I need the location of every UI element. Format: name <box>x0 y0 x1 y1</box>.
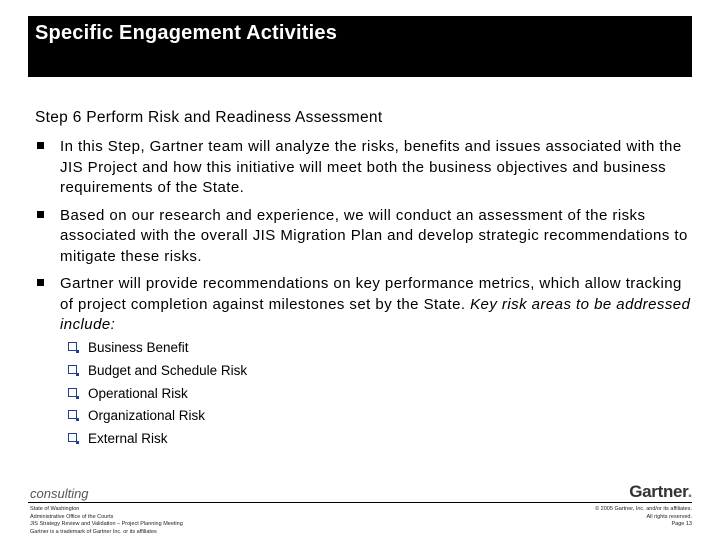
bullet-text-emphasis: Key risk areas to be addressed include: <box>60 295 691 333</box>
footer-divider <box>28 502 692 503</box>
square-bullet-icon <box>37 211 44 218</box>
hollow-square-bullet-icon <box>68 388 77 397</box>
risk-area-label: Operational Risk <box>88 385 188 401</box>
footer-left-line: State of Washington <box>30 506 80 512</box>
bullet-text-main: Gartner will provide recommendations on key performance metrics, which allow tracking of project completion against milestones set by the State. <box>60 275 682 313</box>
bullet-text <box>60 274 695 336</box>
logo-dot: . <box>687 482 692 501</box>
slide-title: Specific Engagement Activities <box>35 22 338 44</box>
risk-area-label: Budget and Schedule Risk <box>88 362 248 378</box>
hollow-square-bullet-icon <box>68 342 77 351</box>
footer-left <box>30 506 183 536</box>
bullet-item <box>35 137 695 199</box>
bullet-item <box>35 206 695 268</box>
gartner-logo <box>629 482 692 502</box>
footer-left-line: Administrative Office of the Courts <box>30 513 114 520</box>
page-number: Page 13 <box>671 521 692 527</box>
risk-area-label: Organizational Risk <box>88 408 206 424</box>
hollow-square-bullet-icon <box>68 365 77 374</box>
bullet-text: Based on our research and experience, we will conduct an assessment of the risks associated with the overall JIS Migration Plan and develop strategic recommendations to mitigate these risks. <box>60 206 688 265</box>
consulting-label: consulting <box>30 486 89 501</box>
risk-area-label: Business Benefit <box>88 340 189 355</box>
rights-text: All rights reserved. <box>646 513 692 520</box>
bullet-text: In this Step, Gartner team will analyze the risks, benefits and issues associated with the JIS Project and how this initiative will meet both the business objectives and business requirements of the State. <box>60 138 682 196</box>
bullet-item <box>35 274 695 336</box>
square-bullet-icon <box>37 142 44 149</box>
square-bullet-icon <box>37 279 44 286</box>
footer-right <box>595 506 692 529</box>
step-heading: Step 6 Perform Risk and Readiness Assessment <box>35 109 383 126</box>
bullet-list <box>35 137 695 343</box>
hollow-square-bullet-icon <box>68 433 77 442</box>
risk-area-label: External Risk <box>88 431 168 447</box>
footer-left-line: JIS Strategy Review and Validation – Project Planning Meeting <box>30 521 183 527</box>
title-bar <box>28 16 692 77</box>
footer-left-line: Gartner is a trademark of Gartner Inc. or its affiliates <box>30 528 157 535</box>
hollow-square-bullet-icon <box>68 410 77 419</box>
logo-text: Gartner <box>629 482 688 501</box>
copyright-text: © 2005 Gartner, Inc. and/or its affiliates. <box>595 506 692 512</box>
